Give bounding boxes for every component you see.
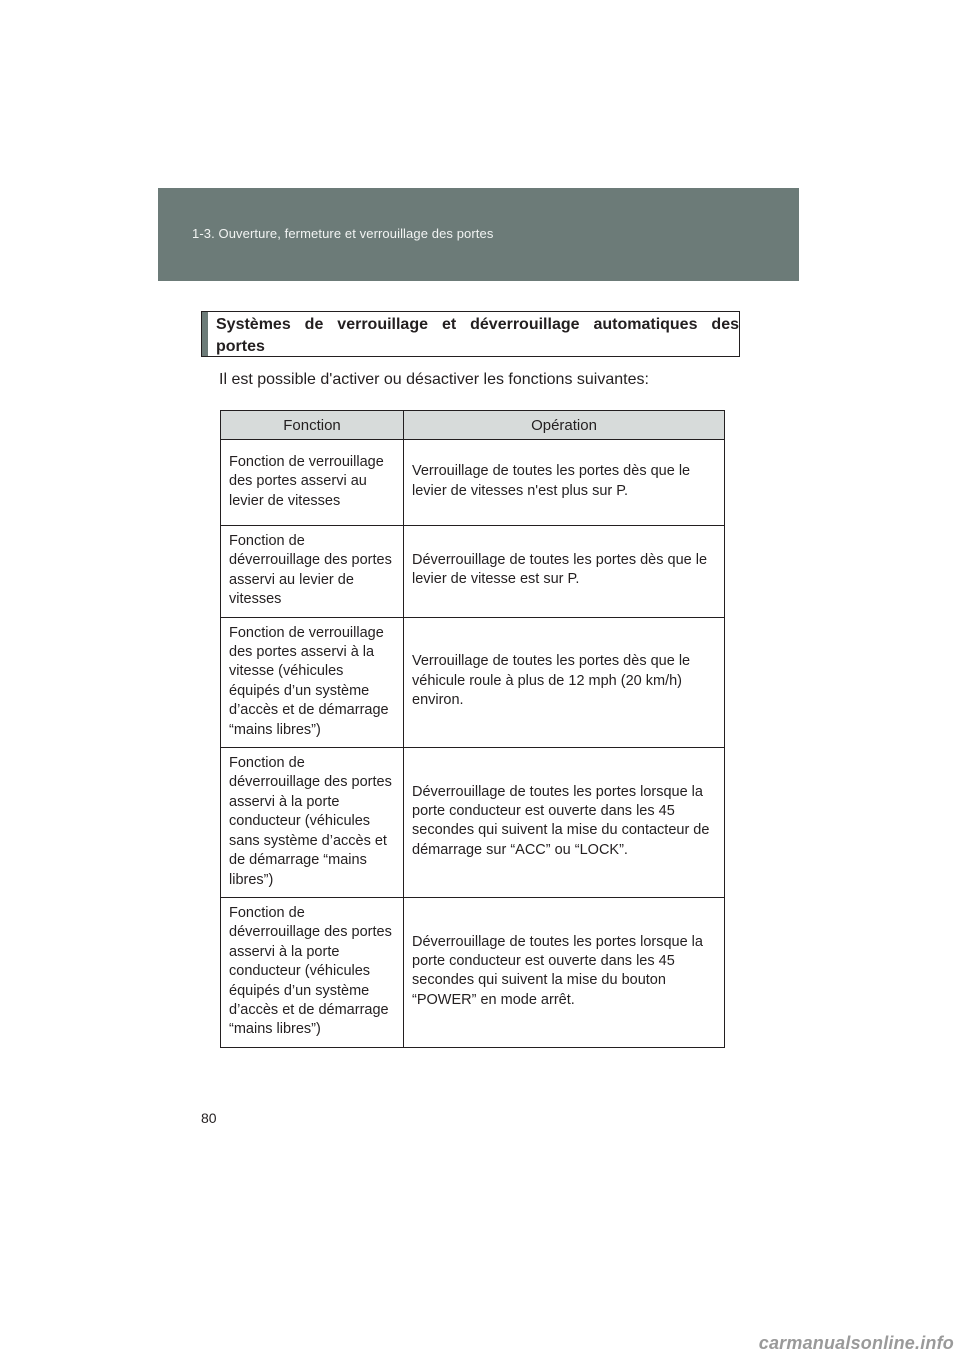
function-cell: Fonction de déverrouillage des portes asservi à la porte conducteur (véhicules équipés d’un système d’accès et de démarrage “mains libres”) xyxy=(221,897,404,1047)
operation-cell: Déverrouillage de toutes les portes lorsque la porte conducteur est ouverte dans les 45 secondes qui suivent la mise du contacteur de démarrage sur “ACC” ou “LOCK”. xyxy=(404,748,725,898)
operation-cell: Verrouillage de toutes les portes dès que le levier de vitesses n'est plus sur P. xyxy=(404,440,725,526)
section-heading-bar xyxy=(202,312,208,356)
table-row xyxy=(221,748,725,898)
section-heading-box xyxy=(201,311,740,357)
function-cell: Fonction de verrouillage des portes asservi au levier de vitesses xyxy=(221,440,404,526)
table-row xyxy=(221,897,725,1047)
function-cell: Fonction de déverrouillage des portes asservi au levier de vitesses xyxy=(221,526,404,618)
table-row xyxy=(221,617,725,747)
operation-cell: Déverrouillage de toutes les portes lorsque la porte conducteur est ouverte dans les 45 secondes qui suivent la mise du bouton “POWER” en mode arrêt. xyxy=(404,897,725,1047)
chapter-header-band xyxy=(158,188,799,281)
table-header-row xyxy=(221,411,725,440)
function-cell: Fonction de verrouillage des portes asservi à la vitesse (véhicules équipés d’un système d’accès et de démarrage “mains libres”) xyxy=(221,617,404,747)
table-row xyxy=(221,526,725,618)
operation-cell: Verrouillage de toutes les portes dès que le véhicule roule à plus de 12 mph (20 km/h) environ. xyxy=(404,617,725,747)
watermark: carmanualsonline.info xyxy=(758,1333,954,1353)
intro-text: Il est possible d'activer ou désactiver les fonctions suivantes: xyxy=(219,371,649,388)
operation-cell: Déverrouillage de toutes les portes dès que le levier de vitesse est sur P. xyxy=(404,526,725,618)
chapter-section-label: 1-3. Ouverture, fermeture et verrouillage des portes xyxy=(192,226,494,241)
column-header-function: Fonction xyxy=(221,411,404,440)
page-number: 80 xyxy=(201,1110,217,1126)
table-row xyxy=(221,440,725,526)
section-title: Systèmes de verrouillage et déverrouillage automatiques des portes xyxy=(216,316,739,355)
function-table xyxy=(220,410,725,1048)
column-header-operation: Opération xyxy=(404,411,725,440)
function-cell: Fonction de déverrouillage des portes asservi à la porte conducteur (véhicules sans système d’accès et de démarrage “mains libres”) xyxy=(221,748,404,898)
